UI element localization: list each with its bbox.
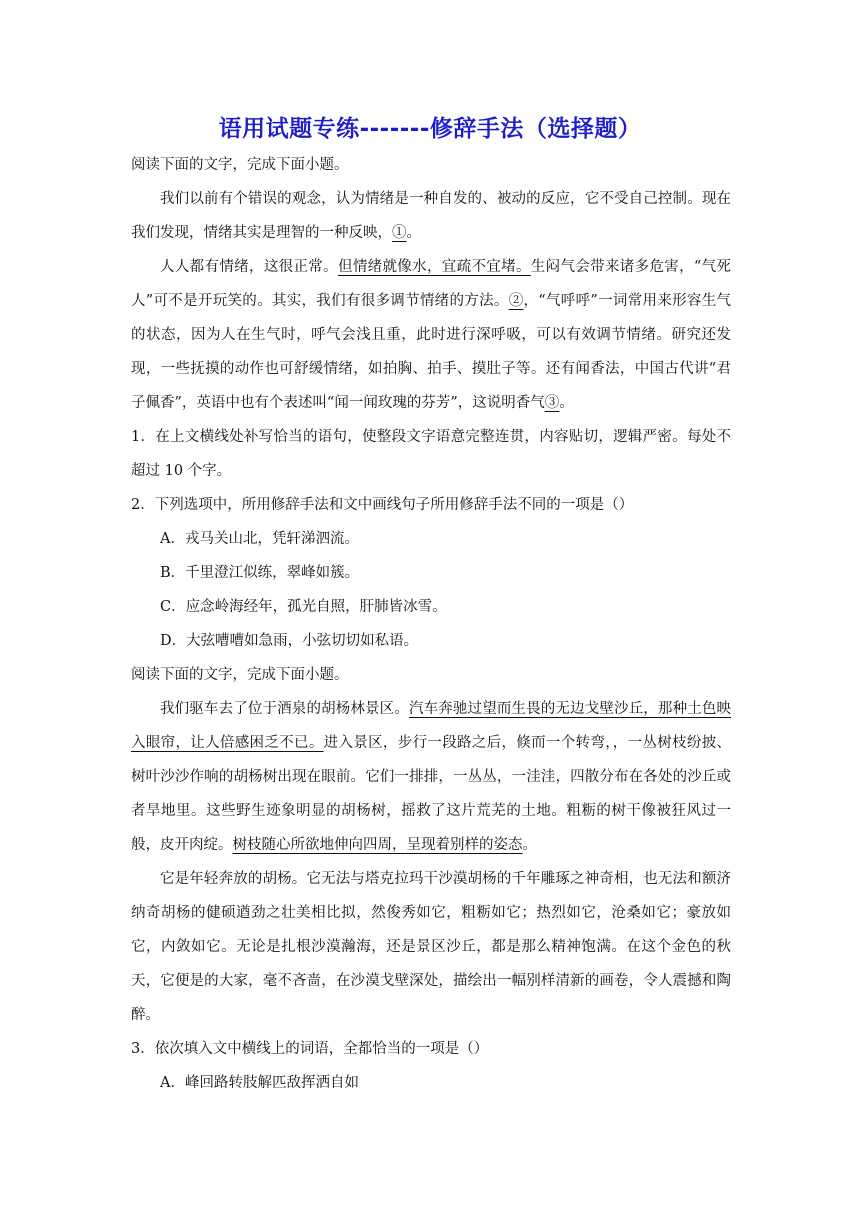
question-1: 1．在上文横线处补写恰当的语句，使整段文字语意完整连贯，内容贴切，逻辑严密。每处不超过 10 个字。 [131,429,731,479]
paragraph-end: 。 [406,225,421,241]
question-3-option-a[interactable]: A．峰回路转肢解匹敌挥洒自如 [160,1075,359,1091]
question-2-stem: 2．下列选项中，所用修辞手法和文中画线句子所用修辞手法不同的一项是（） [131,497,634,513]
sentence: 生闷气会带来诸多危害，“气死人”可不是开玩笑的。其实，我们有很多调节情绪的方法。 [131,259,732,309]
section2-instruction: 阅读下面的文字，完成下面小题。 [131,667,349,683]
underlined-sentence: 但情绪就像水，宜疏不宜堵。 [337,259,531,275]
sentence: 进入景区，步行一段路之后，倏而一个转弯，，一丛树枝纷披、树叶沙沙作响的胡杨树出现在眼前。它们一排排，一丛丛，一洼洼，四散分布在各处的沙丘或者旱地里。这些野生迹象明显的胡杨树，摇救了这片荒芜的土地。粗粝的树干像被狂风过一般，皮开肉绽。 [131,735,732,853]
underlined-sentence: 汽车奔驰过望而生畏的无边戈壁沙丘，那种土色映入眼帘，让人倍感困乏不已。 [131,701,732,751]
section1-paragraph-1 [131,182,731,250]
section2-paragraph-2: 它是年轻奔放的胡杨。它无法与塔克拉玛干沙漠胡杨的千年雕琢之神奇相，也无法和额济纳奇胡杨的健硕遒劲之壮美相比拟，然俊秀如它，粗粝如它；热烈如它，沧桑如它；豪放如它，内敛如它。无论是扎根沙漠瀚海，还是景区沙丘，都是那么精神饱满。在这个金色的秋天，它便是的大家，毫不吝啬，在沙漠戈壁深处，描绘出一幅别样清新的画卷，令人震撼和陶醉。 [131,871,731,1023]
question-2-option-d[interactable]: D．大弦嘈嘈如急雨，小弦切切如私语。 [160,633,419,649]
sentence: 人人都有情绪，这很正常。 [160,259,338,275]
section1-paragraph-2 [131,250,731,420]
paragraph-end: 。 [559,395,574,411]
question-2-option-a[interactable]: A．戎马关山北，凭轩涕泗流。 [160,531,359,547]
question-2-option-c[interactable]: C．应念岭海经年，孤光自照，肝肺皆冰雪。 [160,599,447,615]
section1-instruction: 阅读下面的文字，完成下面小题。 [131,157,349,173]
paragraph-end: 。 [522,837,537,853]
blank-2: ② [508,293,524,309]
page-title: 语用试题专练-------修辞手法（选择题） [218,116,642,142]
document-body [131,148,731,1100]
underlined-sentence: 树枝随心所欲地伸向四周，呈现着别样的姿态 [232,837,523,853]
section2-paragraph-1 [131,692,731,862]
paragraph-text: 我们以前有个错误的观念，认为情绪是一种自发的、被动的反应，它不受自己控制。现在我们发现，情绪其实是理智的一种反映， [131,191,731,241]
question-3-stem: 3．依次填入文中横线上的词语，全都恰当的一项是（） [131,1041,489,1057]
blank-1: ① [392,225,407,241]
sentence: ，“气呼呼”一词常用来形容生气的状态，因为人在生气时，呼气会浅且重，此时进行深呼吸，可以有效调节情绪。研究还发现，一些抚摸的动作也可舒缓情绪，如拍胸、拍手、摸肚子等。还有闻香法，中国古代讲“君子佩香”，英语中也有个表述叫“闻一闻玫瑰的芬芳”，这说明香气 [131,293,732,411]
sentence: 我们驱车去了位于酒泉的胡杨林景区。 [160,701,409,717]
question-2-option-b[interactable]: B．千里澄江似练，翠峰如簇。 [160,565,360,581]
blank-3: ③ [544,395,560,411]
